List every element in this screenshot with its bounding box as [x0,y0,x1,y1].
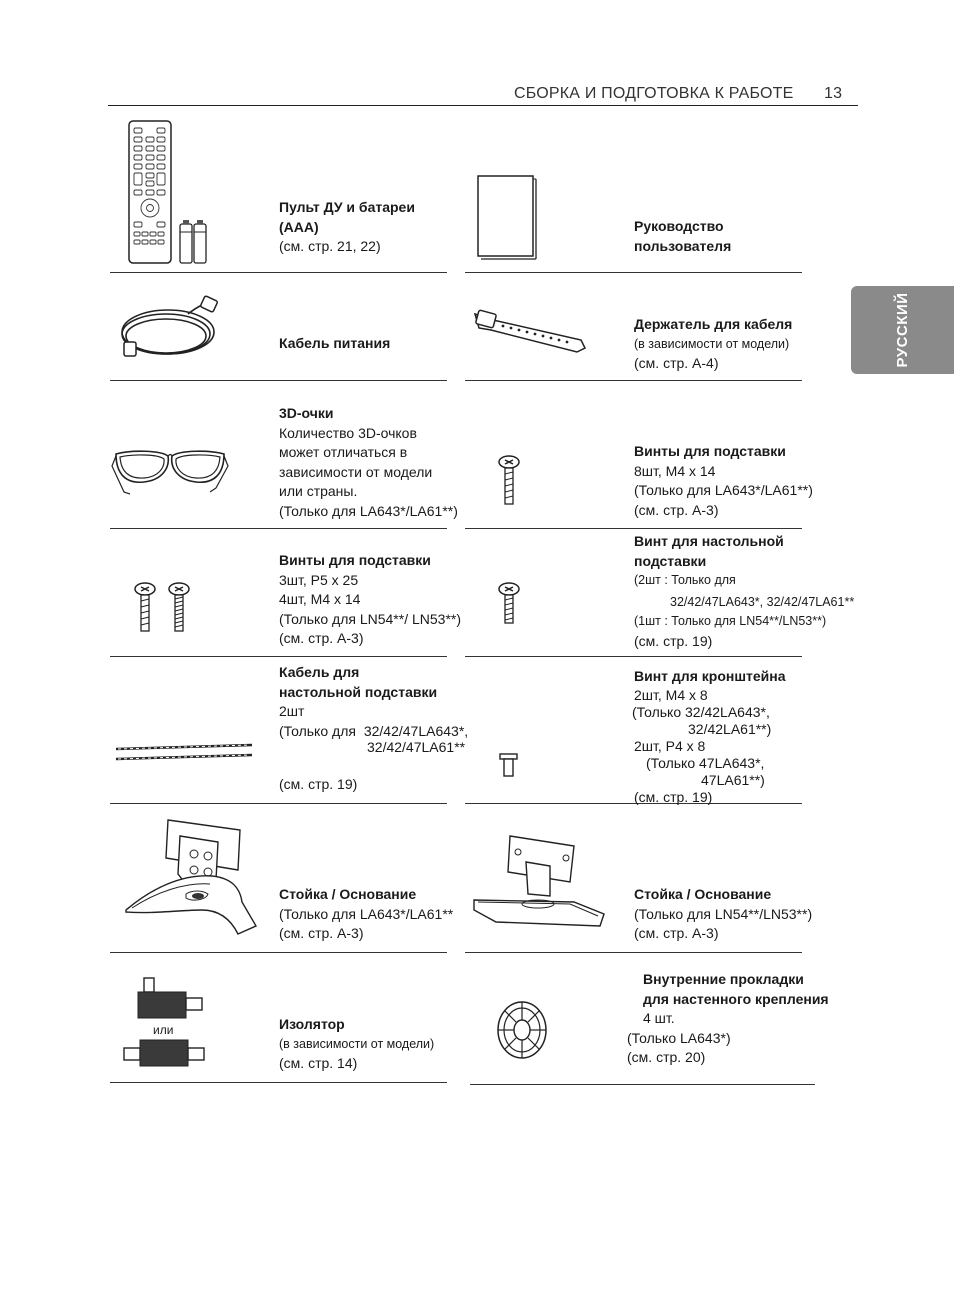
3d-glasses-line3: зависимости от модели [279,463,433,480]
row-divider [110,272,447,273]
desk-stand-screw-line2: 32/42/47LA643*, 32/42/47LA61** [670,594,855,609]
stand-screws-a-text [634,442,813,520]
3d-glasses-line5: (Только для LA643*/LA61**) [279,502,458,519]
remote-title-line1: Пульт ДУ и батареи [279,199,415,215]
power-cable-icon [118,296,223,366]
row-divider [110,528,447,529]
language-tab [851,286,954,374]
page-title: СБОРКА И ПОДГОТОВКА К РАБОТЕ [514,85,794,102]
bracket-screw-line5: (Только 47LA643*, [646,755,765,771]
stand-base-a-page-ref: (см. стр. A-3) [279,925,364,941]
desk-stand-cable-text [279,663,468,794]
stand-screws-b-line3: (Только для LN54**/ LN53**) [279,610,461,627]
stand-screws-a-line1: 8шт, M4 x 14 [634,462,716,479]
3d-glasses-icon [110,444,230,502]
power-cable-text [279,334,390,354]
desk-stand-screw-title-line1: Винт для настольной [634,533,784,549]
wall-spacers-page-ref: (см. стр. 20) [627,1049,706,1065]
stand-screws-pair-icon [133,581,193,635]
wall-spacer-icon [496,1000,548,1060]
manual-title-line2: пользователя [634,237,732,254]
desk-stand-screw-title-line2: подставки [634,552,707,569]
isolator-note: (в зависимости от модели) [279,1036,435,1051]
stand-screws-b-line2: 4шт, M4 x 14 [279,591,361,607]
bracket-screw-line6: 47LA61**) [701,772,765,788]
manual-title-line1: Руководство [634,218,724,234]
desk-stand-cable-title-line2: настольной подставки [279,683,438,700]
stand-base-b-line1: (Только для LN54**/LN53**) [634,905,813,922]
remote-page-ref: (см. стр. 21, 22) [279,238,381,254]
cable-holder-title: Держатель для кабеля [634,316,793,332]
desk-stand-cable-line3: 32/42/47LA61** [367,739,466,755]
cable-holder-page-ref: (см. стр. A-4) [634,355,719,371]
desk-stand-cable-title-line1: Кабель для [279,664,360,680]
stand-base-b-title: Стойка / Основание [634,886,772,902]
row-divider [470,1084,815,1085]
desk-stand-screw-line1: (2шт : Только для [634,573,736,587]
desk-stand-screw-line3: (1шт : Только для LN54**/LN53**) [634,614,827,628]
remote-title-line2: (AAA) [279,218,319,235]
stand-screws-b-text [279,551,461,649]
bracket-screw-line4: 2шт, P4 x 8 [634,738,706,754]
row-divider [465,952,802,953]
row-divider [465,272,802,273]
stand-screws-a-title: Винты для подставки [634,443,786,459]
page-number: 13 [824,85,843,102]
wall-spacers-title-line2: для настенного крепления [643,990,829,1007]
row-divider [465,656,802,657]
isolator-page-ref: (см. стр. 14) [279,1055,358,1071]
desk-stand-screw-text [634,532,854,651]
stand-base-a-text [279,885,453,944]
bracket-screw-line2: (Только 32/42LA643*, [632,704,770,720]
stand-screws-b-title: Винты для подставки [279,552,431,568]
bracket-screw-line3: 32/42LA61**) [688,721,772,737]
row-divider [110,380,447,381]
stand-base-a-icon [122,818,272,942]
isolator-title: Изолятор [279,1016,345,1032]
stand-screws-a-line2: (Только для LA643*/LA61**) [634,482,813,498]
row-divider [110,952,447,953]
cable-holder-note: (в зависимости от модели) [634,336,790,351]
stand-screws-b-line1: 3шт, P5 x 25 [279,571,359,588]
wall-spacers-line2: (Только LA643*) [627,1029,731,1046]
stand-screws-b-page-ref: (см. стр. A-3) [279,630,364,646]
desk-stand-cable-line2b: 32/42/47LA643*, [363,722,469,739]
stand-base-b-text [634,885,812,944]
remote-text [279,198,415,257]
3d-glasses-line1: Количество 3D-очков [279,424,417,441]
row-divider [110,803,447,804]
bracket-screw-icon [499,753,519,779]
power-cable-title: Кабель питания [279,335,391,351]
language-tab-label: РУССКИЙ [894,292,911,368]
desk-stand-screw-page-ref: (см. стр. 19) [634,632,713,649]
bracket-screw-text [634,668,785,806]
bracket-screw-page-ref: (см. стр. 19) [634,789,713,805]
row-divider [110,1082,447,1083]
3d-glasses-title: 3D-очки [279,405,334,421]
desk-stand-cable-icon [114,740,254,766]
cable-holder-icon [473,306,593,356]
wall-spacers-line1: 4 шт. [643,1010,675,1026]
wall-spacers-title-line1: Внутренние прокладки [643,971,804,987]
stand-screw-icon [497,454,523,508]
stand-base-a-title: Стойка / Основание [279,886,417,902]
stand-screws-a-page-ref: (см. стр. A-3) [634,501,719,518]
manual-book-icon [477,175,541,260]
3d-glasses-line2: может отличаться в [279,444,408,460]
desk-stand-cable-line1: 2шт [279,703,305,719]
isolator-or-label: или [153,1023,174,1037]
row-divider [465,528,802,529]
manual-text [634,217,731,256]
bracket-screw-title: Винт для кронштейна [634,668,786,684]
row-divider [465,380,802,381]
isolator-text [279,1015,434,1074]
desk-stand-cable-page-ref: (см. стр. 19) [279,775,358,792]
stand-base-b-page-ref: (см. стр. A-3) [634,925,719,941]
stand-base-a-line1: (Только для LA643*/LA61** [279,905,454,922]
row-divider [110,656,447,657]
3d-glasses-text [279,404,458,521]
cable-holder-text [634,315,792,374]
stand-base-b-icon [470,832,610,932]
3d-glasses-line4: или страны. [279,483,358,499]
wall-spacers-text [627,970,829,1068]
header-divider [108,105,858,106]
bracket-screw-line1: 2шт, M4 x 8 [634,687,708,703]
desk-stand-screw-icon [497,581,523,629]
desk-stand-cable-line2a: (Только для [279,722,356,739]
remote-control-icon [128,120,218,268]
